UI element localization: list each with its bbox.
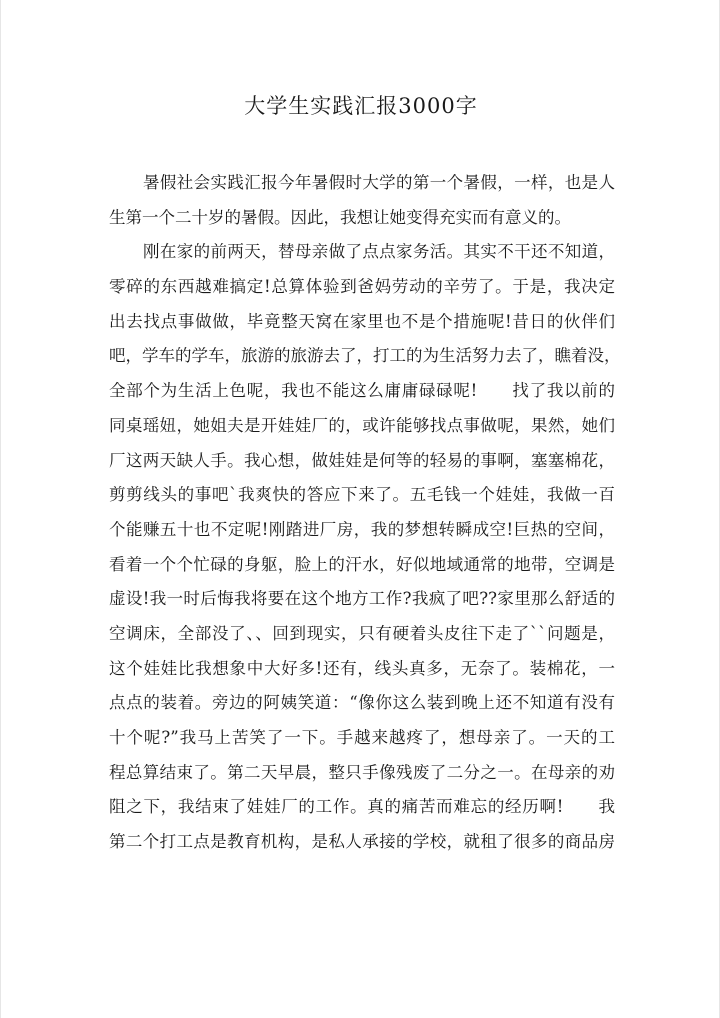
- paragraph-line: 吧，学车的学车，旅游的旅游去了，打工的为生活努力去了，瞧着没，: [109, 346, 621, 366]
- paragraph-line: 生第一个二十岁的暑假。因此，我想让她变得充实而有意义的。: [109, 207, 571, 227]
- paragraph-line: 个能赚五十也不定呢!刚踏进厂房，我的梦想转瞬成空!巨热的空间，: [109, 519, 615, 539]
- paragraph-line: 虚设!我一时后悔我将要在这个地方工作?我疯了吧??家里那么舒适的: [109, 589, 615, 609]
- paragraph-line: 空调床，全部没了、、回到现实，只有硬着头皮往下走了``问题是，: [109, 623, 615, 643]
- paragraph-line: 第二个打工点是教育机构，是私人承接的学校，就租了很多的商品房: [109, 832, 615, 852]
- paragraph-line: 这个娃娃比我想象中大好多!还有，线头真多，无奈了。装棉花，一: [109, 658, 615, 678]
- paragraph-line: 暑假社会实践汇报今年暑假时大学的第一个暑假，一样，也是人: [143, 173, 615, 192]
- paragraph-line: 出去找点事做做，毕竟整天窝在家里也不是个措施呢!昔日的伙伴们: [109, 311, 615, 331]
- paragraph-line: 全部个为生活上色呢，我也不能这么庸庸碌碌呢! 找了我以前的: [109, 381, 615, 401]
- paragraph-line: 十个呢?”我马上苦笑了一下。手越来越疼了，想母亲了。一天的工: [109, 728, 615, 747]
- paragraph-line: 阻之下，我结束了娃娃厂的工作。真的痛苦而难忘的经历啊! 我: [109, 797, 615, 817]
- document-body: [109, 166, 621, 860]
- paragraph-line: 程总算结束了。第二天早晨，整只手像残废了二分之一。在母亲的劝: [109, 762, 615, 782]
- paragraph-line: 厂这两天缺人手。我心想，做娃娃是何等的轻易的事啊，塞塞棉花，: [109, 450, 615, 470]
- paragraph-line: 看着一个个忙碌的身躯，脸上的汗水，好似地域通常的地带，空调是: [109, 554, 615, 574]
- paragraph-line: 点点的装着。旁边的阿姨笑道：“像你这么装到晚上还不知道有没有: [109, 693, 615, 713]
- document-title: 大学生实践汇报3000字: [244, 94, 478, 118]
- paragraph-line: 同桌瑶妞，她姐夫是开娃娃厂的，或许能够找点事做呢，果然，她们: [109, 415, 615, 435]
- paragraph-line: 剪剪线头的事吧`我爽快的答应下来了。五毛钱一个娃娃，我做一百: [109, 485, 615, 505]
- paragraph-line: 刚在家的前两天，替母亲做了点点家务活。其实不干还不知道，: [143, 242, 615, 262]
- paragraph-line: 零碎的东西越难搞定!总算体验到爸妈劳动的辛劳了。于是，我决定: [109, 277, 615, 297]
